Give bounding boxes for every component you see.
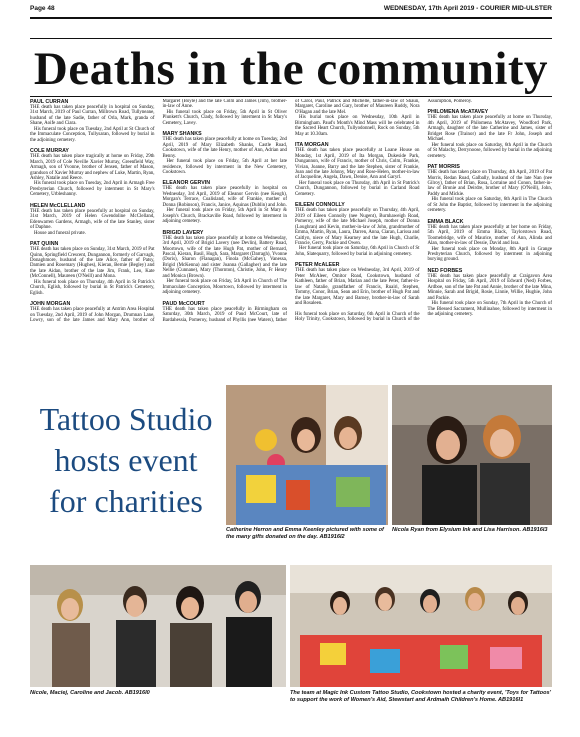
notice-paragraph: THE death has taken place peacefully in hospital on Sunday, 31st March, 2019 of Paul Curran, Millrown Road, Tullyneane, husband of the late Sadie, father of Orla, Mark, granda of Shane, Aoife and Ciara.	[30, 105, 155, 127]
photo-elysium-ink	[392, 385, 552, 525]
death-notice	[163, 230, 288, 296]
photo-group-four	[30, 565, 286, 687]
notice-paragraph: THE death has taken place peacefully at home on Wednesday, 3rd April, 2019 of Brigid Lavery (nee Devlin), Battery Road, Moortown, wife of the late Hugh Pat, mother of Bernard, Pascal, Kieran, Basil, Hugh, Sara, Margaret (Darragh), Yvonne (Doris), Sharon (Flanagan), Finola (McGahey), Vanessa, Brigid (McKenna) and sister Joanna (Gallagher) and the late Nellie (Cunnane), Mary (Thornton), Christie, John, Fr Henry and Monica (Brown).	[162, 235, 287, 279]
notice-paragraph: THE death has taken place peacefully at Antrim Area Hospital on Tuesday, 2nd April, 2019 of John Morgan, Drumnan Lane, Lowry, son of the late James and Mary Ann, brother of Margaret (Boyle) and the late Colm and James (Jim), brother-in-law of Anne.	[30, 99, 287, 324]
notice-paragraph: Her funeral took place on Saturday, 6th April in Church of St John, Slatequarry, followed by burial in adjoining cemetery.	[295, 246, 420, 257]
headline-bottom-rule	[30, 96, 552, 97]
notice-name: NED FORBES	[427, 267, 463, 274]
notice-paragraph: THE death has taken place peacefully at Craigavon Area Hospital on Friday, 5th April, 2019 of Edward (Ned) Forbes, Ardboe, son of the late Pat and Annie, brother of the late Mina, Minnie, Sarah and Brigid, Rosie, Linnie, Willie, Hughie, John and Packie.	[427, 273, 552, 301]
death-notice	[163, 131, 288, 175]
notice-name: ELEANOR GERVIN	[162, 180, 211, 187]
issue-line: WEDNESDAY, 17th April 2019 - COURIER MID-ULSTER	[383, 5, 552, 12]
death-notice	[428, 164, 553, 214]
notice-paragraph: His funeral took place on Tuesday, 2nd April in Armagh Free Presbyterian Church, followed by interment in St Mary's Cemetery, Urbleshanny.	[30, 181, 155, 198]
page-headline: Deaths in the community	[33, 43, 549, 95]
headline-top-rule	[30, 38, 552, 39]
death-notice	[428, 268, 553, 318]
photo-group-four-image	[30, 565, 286, 687]
feature-title-line-1: Tattoo Studio	[39, 401, 213, 437]
feature-title-line-3: for charities	[49, 483, 203, 519]
notice-paragraph: Her funeral took place on Monday, 8th April in Grange Presbyterian Church, followed by interment in adjoining burying ground.	[427, 246, 552, 263]
notice-name: MARY SHANKS	[162, 131, 202, 138]
death-notice	[30, 99, 155, 143]
notice-paragraph: His funeral took place on Friday, 5th April in St Oliver Plunkett's Church, Clady, followed by interment in St Mary's Cemetery, Lavey.	[162, 109, 287, 126]
notice-paragraph: House and funeral private.	[34, 230, 86, 236]
feature-title-line-2: hosts event	[54, 442, 198, 478]
notice-paragraph: His funeral took place on Saturday, 6th April in Church of the Holy Trinity, Cookstown, followed by burial in Church of the Assumption, Pomeroy.	[295, 99, 473, 322]
notice-paragraph: THE death has taken place on Thursday, 4th April, 2019 of Pat Morris, Redan Road, Galbally, husband of the late Nan (nee Gilroy), father of Brian, Rosa, Lorraine and Conon, father-in-law of Bronie and Deirdre, brother of Mary (O'Neill), John, Paddy and Mickie.	[427, 170, 552, 197]
notice-paragraph: THE death has taken place on Wednesday, 3rd April, 2019 of Peter McAleer, Omitor Road, Cookstown, husband of Kathleen, father of Brian, Marian and the late Peter, father-in-law of Natalie, grandfather of Francis, Ruairi, Stephen, Tommy, Conor, Brian, Sean and Erin, brother of Hugh Pat and the late Margaret, Mary and Barney, brother-in-law of Sarah and Rosaleen.	[295, 268, 420, 307]
notice-paragraph: THE death has taken place peacefully at hospital on Sunday, 31st March, 2019 of Helen Gwendoline McClelland, Edenwarren Gardens, Armagh, wife of the late Stanley, sister of Daphne.	[30, 208, 155, 231]
notice-paragraph: THE death has taken place peacefully at home on Thursday, 4th April, 2019 of Philomena McAtavey, Woodford Park, Armagh, daughter of the late Catherine and James, sister of Bridget Rose (Trainor) and the late Fr John, Joseph and Michael.	[427, 115, 552, 143]
death-notice	[428, 219, 553, 263]
notice-paragraph: His funeral took place on Tuesday, 2nd April at St Church of the Immaculate Conception, Tullysaran, followed by burial in the adjoining cemetery.	[30, 126, 155, 143]
notice-paragraph: His funeral took place on Saturday, 6th April in The Church of St John the Baptist, followed by interment in the adjoining cemetery.	[427, 197, 552, 214]
death-notice	[295, 262, 420, 306]
death-notice	[30, 241, 155, 296]
notice-paragraph: THE death has taken place peacefully on Thursday, 4th April, 2019 of Eileen Connolly (nee Nugent), Burnhaweigh Road, Pomeroy, wife of the late Michael Joseph, mother of Donna (Loughran) and Kevin, mother-in-law of John, grandmother of Emma, Martin, Ryan, Laura, Darren, Anna, Ciaran, Larissa and Caitlyn, niece of Mary Kearney and the late Hugh, Charlie, Francie, Gerry, Packie and Owen.	[295, 208, 420, 246]
notice-name: EILEEN CONNOLLY	[295, 202, 345, 209]
notice-paragraph: THE death has taken place peacefully at her home on Friday, 5th April, 2019 of Emma Black, Taylorstown Road, Toomebridge, wife of Maurice, mother of Ann, Alinda and Alan, mother-in-law of Dessie, David and Issa.	[427, 224, 552, 247]
notice-name: JOHN MORGAN	[30, 301, 71, 308]
notice-paragraph: His funeral took place on Sunday, 7th April in the Church of The Blessed Sacrament, Mullinahoe, followed by interment in the adjoining cemetery.	[427, 301, 552, 318]
notice-name: PAT MORRIS	[427, 164, 460, 171]
caption-gifts: Catherine Herron and Emma Keenley pictured with some of the many gifts donated on the day. AB1916I2	[226, 527, 384, 540]
notice-paragraph: Her funeral took place on Saturday, 6th April in the Church of St Malachy, Derrynoose, followed by burial in the adjoining cemetery.	[427, 142, 552, 159]
death-notice	[295, 202, 420, 257]
notice-name: PETER McALEER	[295, 262, 340, 269]
photo-magic-ink-team	[290, 565, 552, 687]
notice-paragraph: THE death has taken place on Sunday, 31st March, 2019 of Pat Quinn, Springfield Crescent, Dungannon, formerly of Garvagh, Donaghmore, husband of the late Alice, father of Patsy, Damien and Rosemary (Hughes), Kieran, Bernie (Begley) and the late Aidan, brother of the late Jim, Frank, Leo, Kate (McConnell), Maureen (O'Neill) and Mona.	[30, 247, 155, 280]
notice-name: ITA MORGAN	[295, 142, 329, 149]
header-rule	[30, 17, 552, 19]
notice-paragraph: His funeral took place on Thursday, 4th April in St Patrick's Church, Eglish, followed by burial in St Patrick's Cemetery, Eglish.	[30, 279, 155, 296]
notice-paragraph: THE death has taken place tragically at home on Friday, 29th March, 2019 of Cole Neville Xavier Murray, Greenfield Way, Armagh, son of Yvonne, brother of Jensen, father of Mason, grandson of Xavier Murray and nephew of Luke, Martin, Ryan, Ashley, Natalie and Reece.	[30, 154, 155, 181]
notice-name: PAUL CURRAN	[30, 99, 69, 105]
notice-paragraph: Her funeral took place on Friday, 5th April in Church of The Immaculate Conception, Moortown, followed by interment in adjoining cemetery.	[162, 279, 287, 296]
notice-paragraph: THE death has taken place peacefully at Loane House on Monday, 1st April, 2019 of Ita Morgan, Dukeside Park, Dungannon, wife of Francis, mother of Chris, Colm, Frankie, Vivian, Joanne, Barry and the late Stephen, sister of Frankie, Joan and the late Johnny, May and Rose-Helen, mother-in-law of Jacqueline, Angela, Dawn, Denise, Ann and Garyrl.	[295, 148, 420, 181]
notice-name: PAUD McCOURT	[162, 300, 205, 307]
notice-name: EMMA BLACK	[427, 218, 464, 225]
page-header	[30, 5, 552, 14]
notice-paragraph: Her funeral took place on Friday, 5th April in St Mary & Joseph's Church, Brackaville Road, followed by interment in adjoining cemetery.	[162, 208, 287, 225]
notice-name: HELEN McCLELLAND	[30, 202, 86, 209]
feature-headline	[30, 385, 222, 575]
notice-paragraph: Her funeral took place on Friday, 5th April at her late residence, followed by interment in the New Cemetery, Cookstown.	[162, 159, 287, 175]
notice-name: PHILOMENA McATAVEY	[427, 109, 489, 116]
notice-paragraph: His burial took place on Wednesday, 10th April in Birmingham. Paud's Month's Mind Mass will be celebrated in the Sacred Heart Church, Tullyodonnell, Rock on Sunday, 5th May at 10.30am.	[295, 115, 420, 137]
photo-gifts	[226, 385, 388, 525]
photo-magic-ink-team-image	[290, 565, 552, 687]
death-notice	[163, 180, 288, 224]
notice-paragraph: THE death has taken place peacefully at home on Tuesday, 2nd April, 2019 of Mary Elizabeth Shanks, Castle Road, Cookstown, wife of the late Henry, mother of Ann, Adrian and Benny.	[162, 137, 287, 159]
photo-gifts-image	[226, 385, 388, 525]
caption-group-four: Nicole, Maciej, Caroline and Jacob. AB1916I0	[30, 690, 150, 696]
notice-paragraph: THE death has taken place peacefully in Birmingham on Saturday, 30th March, 2019 of Paud McCourt, late of Bardahessia, Pomeroy, husband of Phyllis (nee Waters), father of Carol, Paul, Patrick and Michelle, father-in-law of Shaun, Margaret, Caroline and Gary, brother of Maureen Ruddy, Nora O'Hagan and the late Mel.	[162, 99, 420, 323]
caption-elysium-ink: Nicola Ryan from Elysium Ink and Lisa Harrison. AB1916I3	[392, 527, 548, 533]
death-notice	[30, 148, 155, 198]
page-number: Page 48	[30, 5, 55, 12]
caption-magic-ink-team: The team at Magic Ink Custom Tattoo Studio, Cookstown hosted a charity event, 'Toys for Tattoos' to support the work of Women's Aid, Stewstart and Ardmaih Children's Home. AB1916I1	[290, 690, 551, 703]
notice-name: COLE MURRAY	[30, 148, 69, 155]
death-notice	[30, 203, 155, 236]
photo-elysium-ink-image	[392, 385, 552, 525]
death-notice	[428, 109, 553, 159]
notice-paragraph: Her funeral took place on Thursday, 4th April in St Patrick's Church, Dungannon, followed by burial in Carland Road Cemetery.	[295, 180, 420, 197]
notice-name: BRIGID LAVERY	[162, 229, 204, 236]
notice-paragraph: THE death has taken place peacefully in hospital on Wednesday, 3rd April, 2019 of Eleanor Gervin (nee Keogh), Morgan's Terrace, Coalisland, wife of Frankie, mother of Donna (Robinson), Francis, Janice, Aquinas (Dublin) and John.	[162, 186, 287, 208]
notice-name: PAT QUINN	[30, 241, 59, 248]
notices-columns	[30, 99, 552, 384]
death-notice	[295, 142, 420, 197]
